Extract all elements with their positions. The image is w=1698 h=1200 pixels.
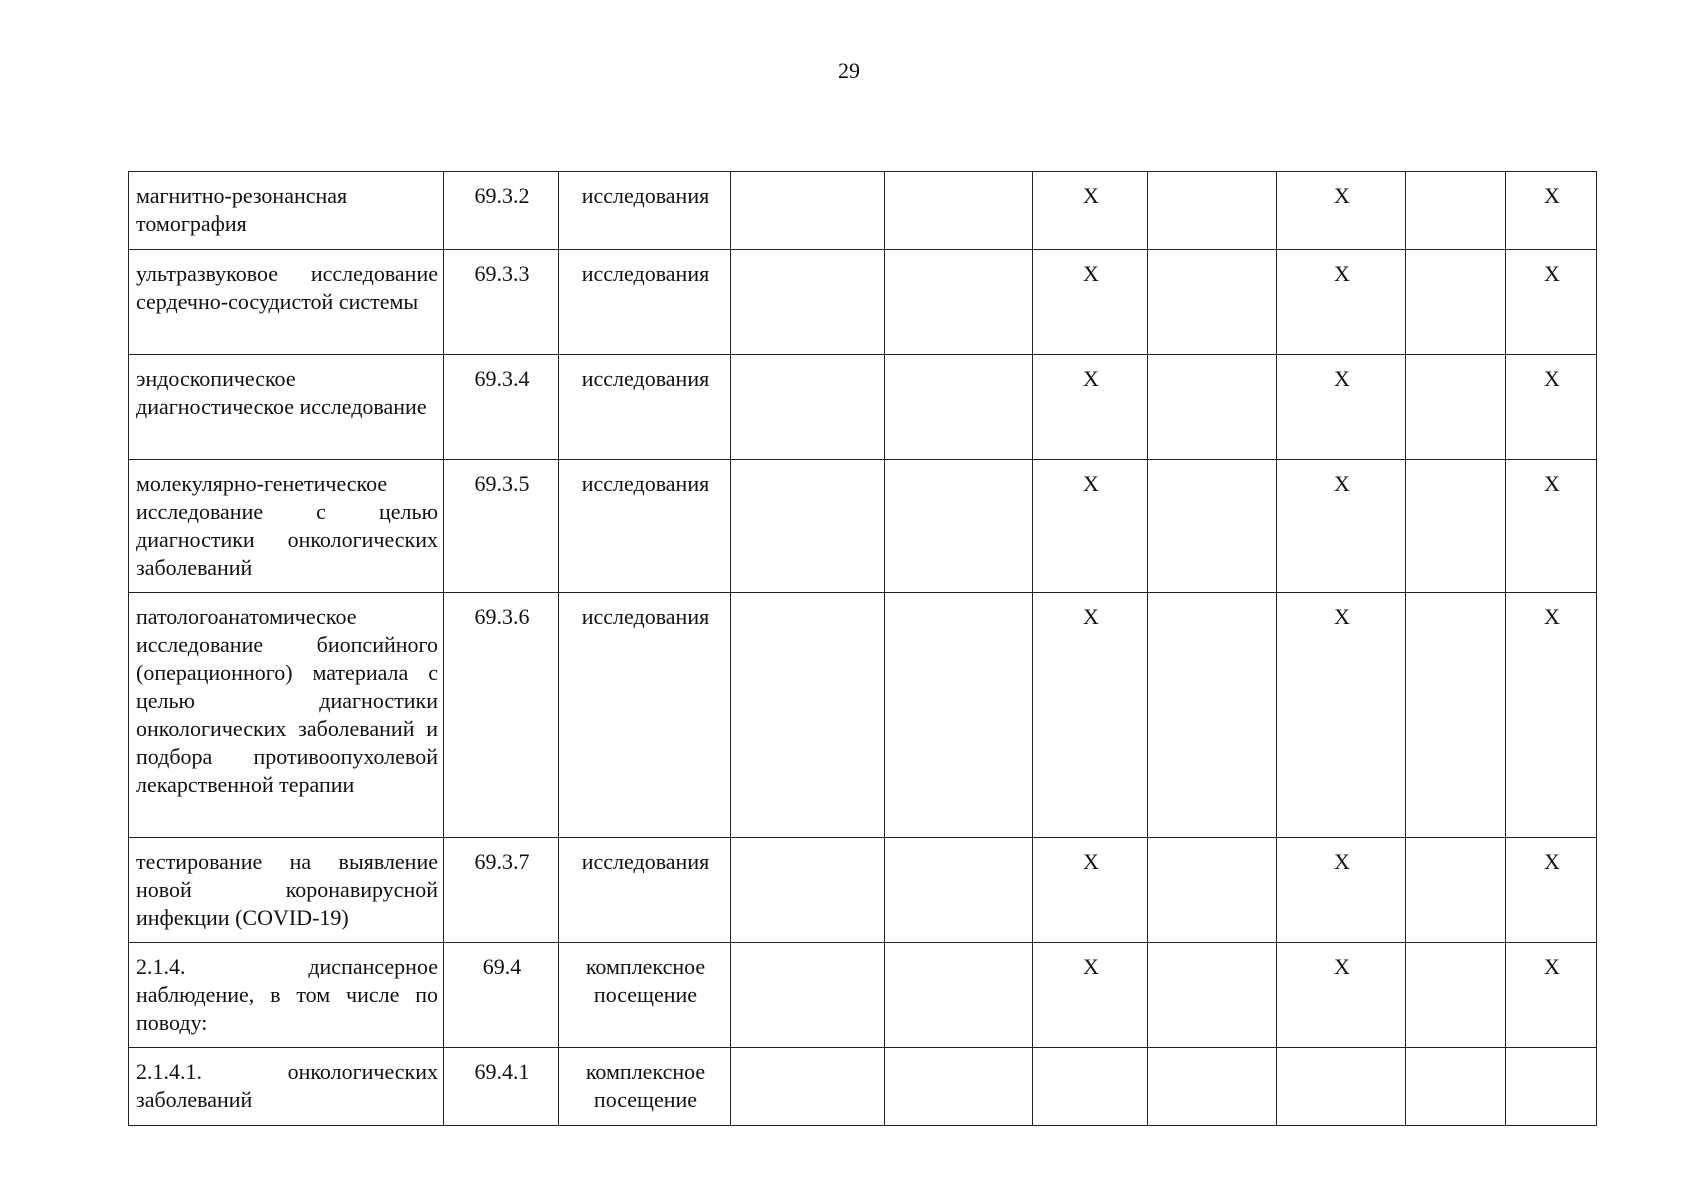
value-cell-col8: X (1277, 460, 1406, 593)
row-code-cell: 69.3.3 (444, 250, 559, 355)
services-table (128, 171, 1597, 1126)
service-name-cell: тестирование на выявление новой коронавирусной инфекции (COVID-19) (129, 838, 444, 943)
value-cell-col5 (885, 172, 1033, 250)
unit-cell: комплексное посещение (559, 943, 731, 1048)
value-cell-col8: X (1277, 943, 1406, 1048)
table-row (129, 355, 1597, 460)
unit-cell: исследования (559, 355, 731, 460)
value-cell-col7 (1148, 172, 1277, 250)
value-cell-col10: X (1506, 460, 1597, 593)
table-row (129, 250, 1597, 355)
table-row (129, 593, 1597, 838)
value-cell-col4 (731, 460, 885, 593)
value-cell-col4 (731, 593, 885, 838)
value-cell-col6 (1033, 1048, 1148, 1126)
value-cell-col10: X (1506, 250, 1597, 355)
value-cell-col7 (1148, 250, 1277, 355)
row-code-cell: 69.3.7 (444, 838, 559, 943)
value-cell-col9 (1406, 838, 1506, 943)
row-code-cell: 69.3.5 (444, 460, 559, 593)
value-cell-col7 (1148, 355, 1277, 460)
value-cell-col5 (885, 460, 1033, 593)
value-cell-col5 (885, 250, 1033, 355)
value-cell-col4 (731, 943, 885, 1048)
service-name-cell: 2.1.4.1. онкологических заболеваний (129, 1048, 444, 1126)
row-code-cell: 69.4.1 (444, 1048, 559, 1126)
value-cell-col5 (885, 1048, 1033, 1126)
value-cell-col9 (1406, 593, 1506, 838)
value-cell-col6: X (1033, 250, 1148, 355)
row-code-cell: 69.3.6 (444, 593, 559, 838)
unit-cell: исследования (559, 250, 731, 355)
value-cell-col8: X (1277, 593, 1406, 838)
value-cell-col9 (1406, 355, 1506, 460)
value-cell-col10 (1506, 1048, 1597, 1126)
value-cell-col9 (1406, 943, 1506, 1048)
unit-cell: комплексное посещение (559, 1048, 731, 1126)
value-cell-col9 (1406, 1048, 1506, 1126)
service-name-cell: молекулярно-генетическое исследование с целью диагностики онкологических заболеваний (129, 460, 444, 593)
value-cell-col4 (731, 1048, 885, 1126)
value-cell-col10: X (1506, 172, 1597, 250)
row-code-cell: 69.3.2 (444, 172, 559, 250)
value-cell-col4 (731, 172, 885, 250)
value-cell-col7 (1148, 943, 1277, 1048)
value-cell-col6: X (1033, 172, 1148, 250)
value-cell-col6: X (1033, 460, 1148, 593)
value-cell-col5 (885, 355, 1033, 460)
service-name-cell: магнитно-резонансная томография (129, 172, 444, 250)
value-cell-col4 (731, 838, 885, 943)
value-cell-col5 (885, 838, 1033, 943)
service-name-cell: 2.1.4. диспансерное наблюдение, в том числе по поводу: (129, 943, 444, 1048)
row-code-cell: 69.3.4 (444, 355, 559, 460)
value-cell-col8: X (1277, 172, 1406, 250)
table-row (129, 460, 1597, 593)
value-cell-col10: X (1506, 593, 1597, 838)
value-cell-col4 (731, 355, 885, 460)
value-cell-col10: X (1506, 838, 1597, 943)
value-cell-col9 (1406, 460, 1506, 593)
value-cell-col7 (1148, 838, 1277, 943)
unit-cell: исследования (559, 460, 731, 593)
value-cell-col4 (731, 250, 885, 355)
value-cell-col6: X (1033, 593, 1148, 838)
row-code-cell: 69.4 (444, 943, 559, 1048)
value-cell-col5 (885, 943, 1033, 1048)
value-cell-col7 (1148, 593, 1277, 838)
unit-cell: исследования (559, 172, 731, 250)
value-cell-col8 (1277, 1048, 1406, 1126)
value-cell-col8: X (1277, 838, 1406, 943)
value-cell-col10: X (1506, 943, 1597, 1048)
service-name-cell: патологоанатомическое исследование биопсийного (операционного) материала с целью диагностики онкологических заболеваний и подбора противоопухолевой лекарственной терапии (129, 593, 444, 838)
value-cell-col10: X (1506, 355, 1597, 460)
value-cell-col8: X (1277, 355, 1406, 460)
table-row (129, 1048, 1597, 1126)
value-cell-col9 (1406, 172, 1506, 250)
unit-cell: исследования (559, 838, 731, 943)
unit-cell: исследования (559, 593, 731, 838)
value-cell-col7 (1148, 460, 1277, 593)
table-body (129, 172, 1597, 1126)
page-number: 29 (838, 58, 860, 83)
value-cell-col6: X (1033, 355, 1148, 460)
value-cell-col8: X (1277, 250, 1406, 355)
value-cell-col6: X (1033, 943, 1148, 1048)
service-name-cell: эндоскопическое диагностическое исследование (129, 355, 444, 460)
value-cell-col5 (885, 593, 1033, 838)
value-cell-col9 (1406, 250, 1506, 355)
table-row (129, 943, 1597, 1048)
value-cell-col7 (1148, 1048, 1277, 1126)
value-cell-col6: X (1033, 838, 1148, 943)
service-name-cell: ультразвуковое исследование сердечно-сосудистой системы (129, 250, 444, 355)
table-row (129, 172, 1597, 250)
table-row (129, 838, 1597, 943)
